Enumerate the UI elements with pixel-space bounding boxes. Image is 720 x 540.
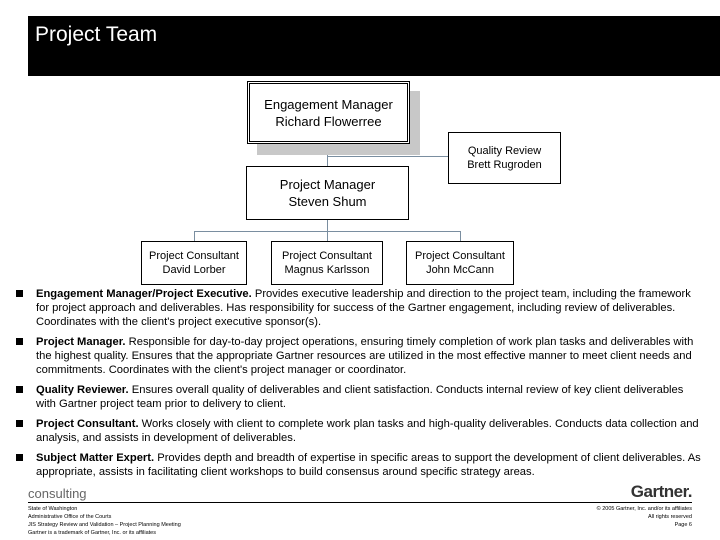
name: Brett Rugroden — [467, 159, 542, 171]
footer-line: JIS Strategy Review and Validation – Project Planning Meeting — [28, 522, 181, 528]
role-descriptions — [14, 287, 704, 485]
description: Ensures overall quality of deliverables and client satisfaction. Conducts internal review of key client deliverables with Gartner project team prior to delivery to client. — [36, 384, 684, 410]
consultant-box — [406, 241, 514, 285]
name: David Lorber — [162, 264, 226, 276]
term: Project Manager. — [36, 336, 126, 348]
name: Steven Shum — [288, 194, 367, 209]
term: Quality Reviewer. — [36, 384, 129, 396]
footer-line: State of Washington — [28, 506, 78, 512]
term: Subject Matter Expert. — [36, 452, 155, 464]
footer-divider — [28, 502, 692, 503]
role: Project Consultant — [282, 250, 372, 262]
bullet-icon — [16, 386, 23, 393]
bullet-icon — [16, 338, 23, 345]
list-item — [14, 451, 704, 479]
footer-left — [28, 505, 181, 537]
rights: All rights reserved — [647, 514, 692, 520]
gartner-logo: Gartner. — [630, 482, 692, 501]
list-item — [14, 335, 704, 377]
description: Provides depth and breadth of expertise in specific areas to support the development of client deliverables. As appropriate, assists in facilitating client workshops to build consensus around specific strategy areas. — [36, 452, 701, 478]
bullet-icon — [16, 290, 23, 297]
project-manager-box — [246, 166, 409, 220]
engagement-manager-box — [247, 81, 410, 144]
list-item — [14, 287, 704, 329]
role: Project Consultant — [149, 250, 239, 262]
role: Engagement Manager — [264, 96, 393, 112]
page-number: Page 6 — [674, 522, 692, 528]
bullet-icon — [16, 420, 23, 427]
description: Works closely with client to complete work plan tasks and high-quality deliverables. Conducts data collection and analysis, and assists in development of deliverables. — [36, 418, 699, 444]
name: John McCann — [426, 264, 494, 276]
bullet-icon — [16, 454, 23, 461]
brand-text: consulting — [28, 486, 87, 501]
title-bar — [28, 16, 720, 76]
footer-line: Gartner is a trademark of Gartner, Inc. or its affiliates — [28, 530, 156, 536]
term: Project Consultant. — [36, 418, 139, 430]
role: Project Consultant — [415, 250, 505, 262]
footer-line: Administrative Office of the Courts — [28, 514, 112, 520]
list-item — [14, 383, 704, 411]
page-title: Project Team — [35, 23, 158, 46]
description: Responsible for day-to-day project operations, ensuring timely completion of work plan tasks and deliverables with the highest quality. Ensures that the appropriate Gartner resources are utilized in the most effective manner to meet client needs and commitments. Coordinates with the client's project manager or coordinator. — [36, 336, 694, 376]
name: Richard Flowerree — [275, 113, 382, 129]
quality-review-box — [448, 132, 561, 184]
consultant-box — [141, 241, 247, 285]
description: Provides executive leadership and direction to the project team, including the framework for project approach and deliverables. Has responsibility for success of the Gartner engagement, including review of deliverables. Coordinates with the client's project executive sponsor(s). — [36, 288, 691, 328]
name: Magnus Karlsson — [284, 264, 370, 276]
consultant-box — [271, 241, 383, 285]
term: Engagement Manager/Project Executive. — [36, 288, 252, 300]
footer-right — [597, 505, 692, 529]
role: Quality Review — [467, 145, 542, 157]
list-item — [14, 417, 704, 445]
role: Project Manager — [279, 177, 376, 192]
copyright: © 2005 Gartner, Inc. and/or its affiliates — [596, 506, 692, 512]
